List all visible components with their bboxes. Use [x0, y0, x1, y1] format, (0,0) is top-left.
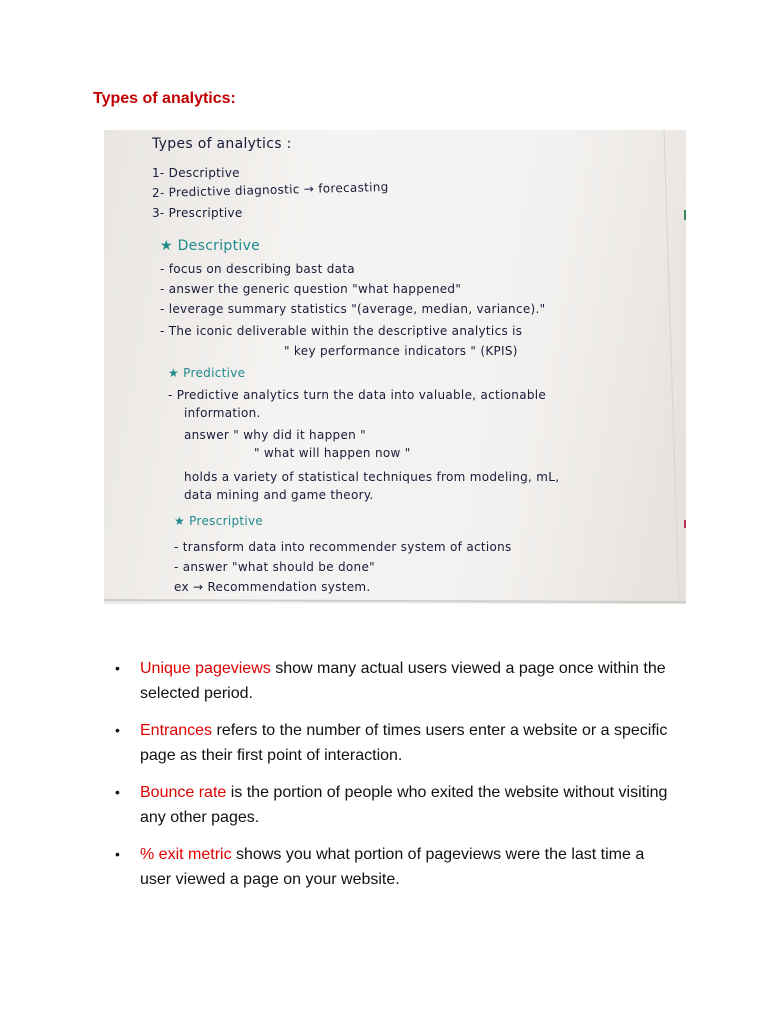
term: Entrances [140, 722, 213, 739]
notes-line: 2- Predictive diagnostic → forecasting [151, 179, 389, 200]
notes-line: holds a variety of statistical techniques from modeling, mL, [184, 470, 560, 484]
notes-line: 3- Prescriptive [152, 206, 243, 220]
notes-line: data mining and game theory. [184, 488, 374, 502]
notes-line: 1- Descriptive [152, 166, 240, 180]
notes-line: ★ Predictive [168, 366, 246, 380]
term: % exit metric [140, 846, 232, 863]
notes-line: - leverage summary statistics "(average, median, variance)." [160, 302, 546, 316]
list-item [115, 780, 675, 830]
notes-line: information. [184, 406, 261, 420]
notes-line: - transform data into recommender system of actions [174, 540, 512, 554]
handwritten-notes-photo [104, 130, 686, 604]
notes-line: - focus on describing bast data [160, 262, 355, 276]
notes-line: ★ Descriptive [160, 238, 261, 254]
bullet-icon: • [115, 660, 120, 676]
definition: is the portion of people who exited the website without visiting any other pages. [140, 784, 668, 826]
notes-line: ex → Recommendation system. [174, 580, 371, 594]
bullet-icon: • [115, 784, 120, 800]
notes-line: - The iconic deliverable within the descriptive analytics is [160, 324, 523, 338]
definition: shows you what portion of pageviews were the last time a user viewed a page on your website. [140, 846, 645, 888]
notes-line: - answer the generic question "what happened" [160, 282, 462, 296]
bullet-icon: • [115, 846, 120, 862]
term: Bounce rate [140, 784, 227, 801]
list-item [115, 718, 675, 768]
notes-line: - Predictive analytics turn the data into valuable, actionable [168, 388, 547, 402]
page-heading: Types of analytics: [93, 90, 236, 107]
bullet-icon: • [115, 722, 120, 738]
notes-line: Types of analytics : [152, 136, 292, 152]
notes-line: " what will happen now " [254, 446, 411, 460]
notes-line: ★ Prescriptive [174, 514, 264, 528]
definition: show many actual users viewed a page once within the selected period. [140, 660, 666, 702]
definition: refers to the number of times users enter a website or a specific page as their first point of interaction. [140, 722, 668, 764]
list-item [115, 656, 675, 706]
list-item [115, 842, 675, 892]
notes-line: " key performance indicators " (KPIS) [284, 344, 518, 358]
term: Unique pageviews [140, 660, 271, 677]
notes-line: answer " why did it happen " [184, 428, 366, 442]
notes-line: - answer "what should be done" [174, 560, 375, 574]
metrics-bullet-list [115, 656, 675, 904]
